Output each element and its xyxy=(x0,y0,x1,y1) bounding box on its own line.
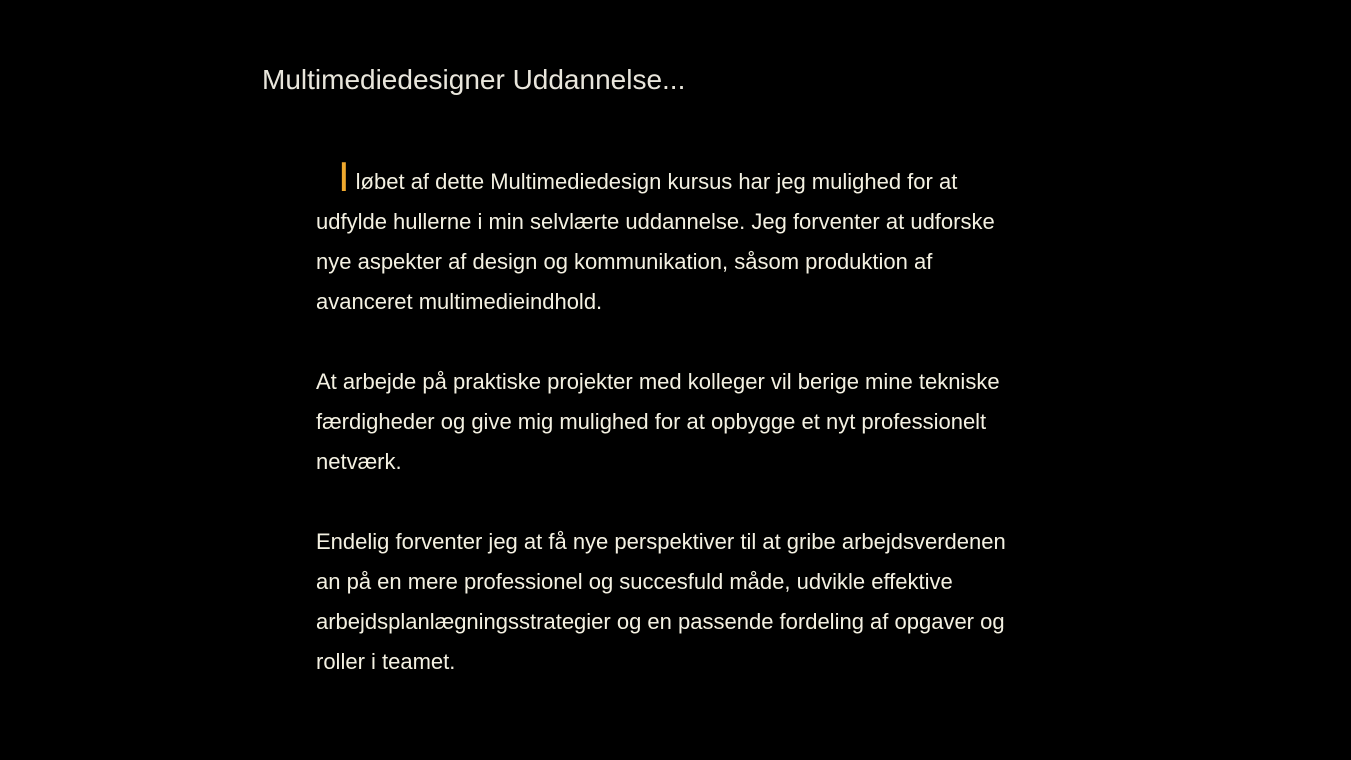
drop-cap: I xyxy=(338,153,350,200)
paragraph-intro xyxy=(316,153,1016,322)
page-title: Multimediedesigner Uddannelse... xyxy=(262,64,686,95)
paragraph-projects: At arbejde på praktiske projekter med kolleger vil berige mine tekniske færdigheder og give mig mulighed for at opbygge et nyt professionelt netværk. xyxy=(316,369,1000,474)
paragraph-intro-text: løbet af dette Multimediedesign kursus har jeg mulighed for at udfylde hullerne i min selvlærte uddannelse. Jeg forventer at udforske nye aspekter af design og kommunikation, såsom produktion af avanceret multimedieindhold. xyxy=(316,169,995,314)
article-body xyxy=(316,153,1016,682)
paragraph-perspectives: Endelig forventer jeg at få nye perspektiver til at gribe arbejdsverdenen an på en mere professionel og succesfuld måde, udvikle effektive arbejdsplanlægningsstrategier og en passende fordeling af opgaver og roller i teamet. xyxy=(316,529,1006,674)
